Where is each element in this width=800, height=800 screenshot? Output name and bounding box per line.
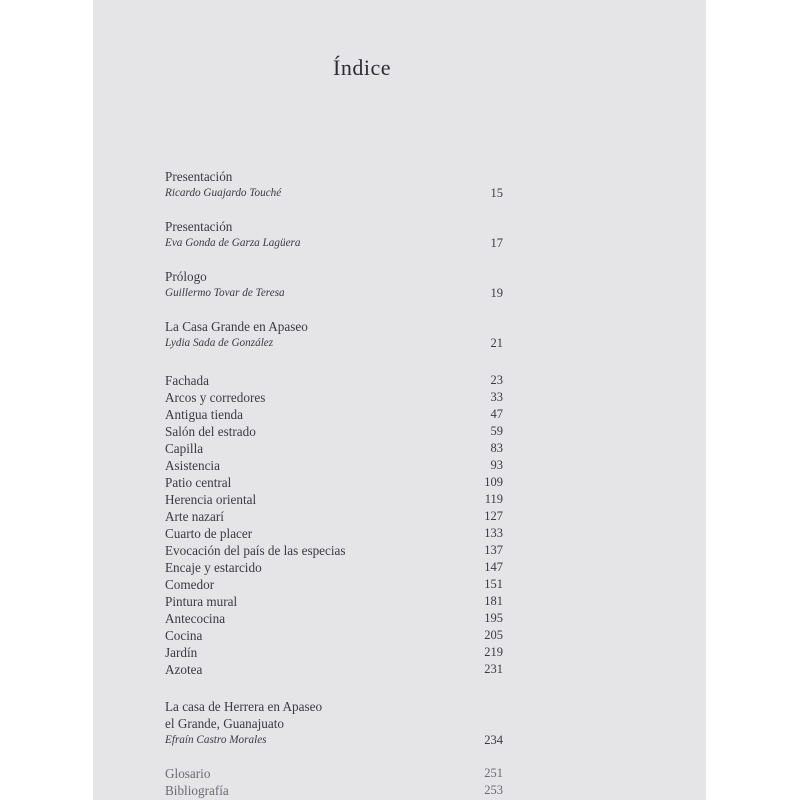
page-number: 251: [484, 766, 503, 780]
chapter-entry: Azotea 231: [165, 662, 503, 677]
page-number: 19: [490, 286, 503, 300]
page-number: 109: [484, 475, 503, 489]
toc-entry-author: [165, 732, 503, 749]
page-number: 253: [484, 783, 503, 797]
page-number: 21: [490, 336, 503, 350]
page-title: Índice: [333, 55, 391, 80]
page-number: 137: [484, 543, 503, 557]
chapter-entry: Capilla 83: [165, 441, 503, 456]
page-number: 83: [490, 441, 503, 455]
back-matter-entry: Glosario 251: [165, 766, 503, 781]
page-number: 47: [490, 407, 503, 421]
chapter-entry: Encaje y estarcido 147: [165, 560, 503, 575]
page-number: 15: [490, 186, 503, 200]
book-page: [93, 0, 706, 800]
page-number: 119: [484, 492, 503, 506]
toc-entry-title: [165, 218, 503, 235]
page-number: 59: [490, 424, 503, 438]
chapter-entry: Salón del estrado 59: [165, 424, 503, 439]
toc-entry-author: [165, 235, 503, 252]
entry-author: Ricardo Guajardo Touché: [165, 187, 282, 199]
chapter-entry: Comedor 151: [165, 577, 503, 592]
entry-author: Efraín Castro Morales: [165, 734, 267, 746]
chapter-entry: Arte nazarí 127: [165, 509, 503, 524]
toc-entry-author: [165, 185, 503, 202]
toc-entry-title: [165, 698, 503, 715]
chapter-entry: Fachada 23: [165, 373, 503, 388]
entry-author: Eva Gonda de Garza Lagüera: [165, 237, 301, 249]
chapter-entry: Antecocina 195: [165, 611, 503, 626]
page-number: 151: [484, 577, 503, 591]
toc-entry-title: [165, 318, 503, 335]
chapter-entry: Cuarto de placer 133: [165, 526, 503, 541]
chapter-entry: Asistencia 93: [165, 458, 503, 473]
entry-author: Guillermo Tovar de Teresa: [165, 287, 285, 299]
entry-title: La casa de Herrera en Apaseo: [165, 699, 323, 714]
chapter-entry: Patio central 109: [165, 475, 503, 490]
toc-entry-title-continued: [165, 715, 503, 732]
page-number: 93: [490, 458, 503, 472]
table-of-contents: [165, 168, 503, 799]
toc-entry-title: [165, 168, 503, 185]
chapter-entry: Pintura mural 181: [165, 594, 503, 609]
page-number: 219: [484, 645, 503, 659]
chapter-entry: Arcos y corredores 33: [165, 390, 503, 405]
page-number: 17: [490, 236, 503, 250]
page-number: 147: [484, 560, 503, 574]
page-number: 231: [484, 662, 503, 676]
back-matter-entry: Bibliografía 253: [165, 783, 503, 798]
chapter-entry: Antigua tienda 47: [165, 407, 503, 422]
page-number: 127: [484, 509, 503, 523]
chapter-entry: Herencia oriental 119: [165, 492, 503, 507]
entry-title: Prólogo: [165, 269, 207, 284]
page-number: 33: [490, 390, 503, 404]
page-number: 133: [484, 526, 503, 540]
chapter-list: [165, 372, 503, 678]
page-number: 195: [484, 611, 503, 625]
entry-title: Presentación: [165, 219, 233, 234]
chapter-entry: Jardín 219: [165, 645, 503, 660]
page-number: 181: [484, 594, 503, 608]
page-number: 234: [484, 733, 503, 747]
toc-entry-title: [165, 268, 503, 285]
toc-entry-author: [165, 335, 503, 352]
entry-title: La Casa Grande en Apaseo: [165, 319, 308, 334]
page-number: 23: [490, 373, 503, 387]
chapter-entry: Cocina 205: [165, 628, 503, 643]
entry-title: Presentación: [165, 169, 233, 184]
entry-title: el Grande, Guanajuato: [165, 716, 285, 731]
page-number: 205: [484, 628, 503, 642]
toc-entry-author: [165, 285, 503, 302]
chapter-entry: Evocación del país de las especias 137: [165, 543, 503, 558]
entry-author: Lydia Sada de González: [165, 337, 274, 349]
